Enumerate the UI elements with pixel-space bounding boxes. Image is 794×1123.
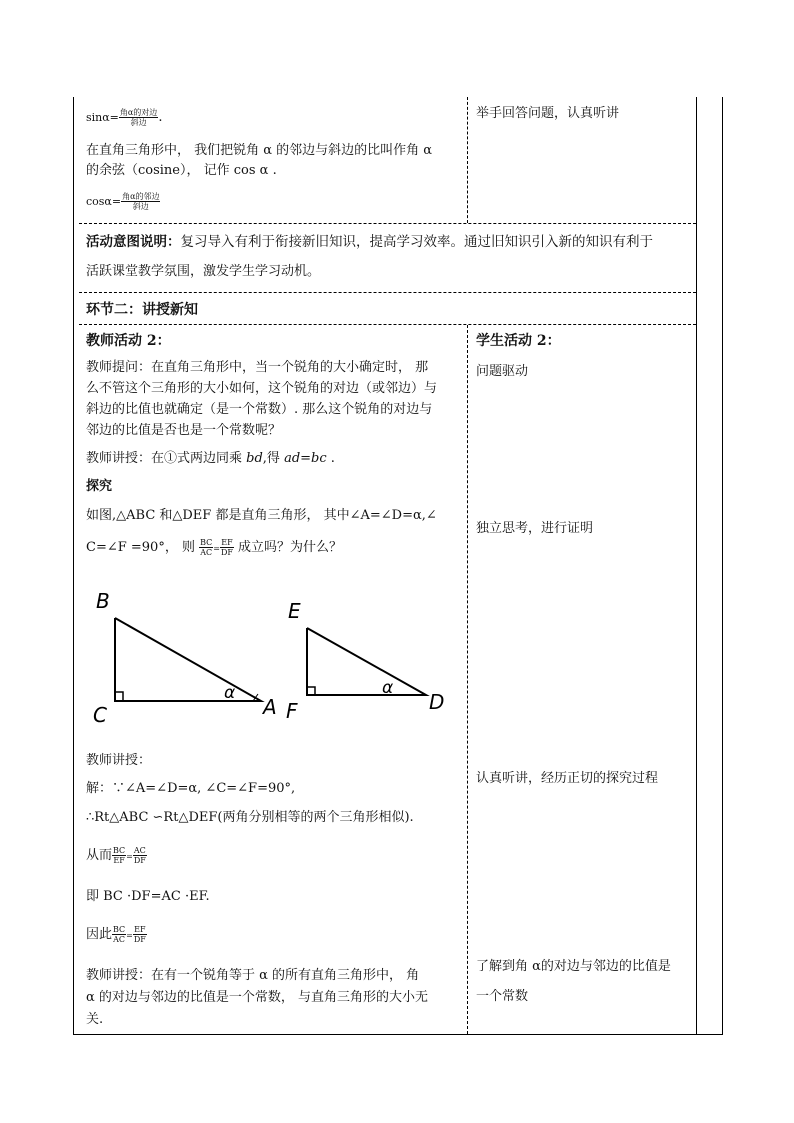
solution-line1: 解：∵∠A=∠D=α, ∠C=∠F=90°, <box>86 781 296 796</box>
explore-fraction-2: $\frac{EF}{DF}$ <box>220 538 233 557</box>
from-fraction-2: $\frac{AC}{DF}$ <box>133 846 146 865</box>
label-d: D <box>429 690 445 714</box>
explore-fraction-1: $\frac{BC}{AC}$ <box>200 538 213 557</box>
student-response-top: 举手回答问题，认真听讲 <box>476 106 620 121</box>
thus-formula: 因此 $\frac{BC}{AC}$ = $\frac{EF}{DF}$ <box>86 925 146 944</box>
that-is-line: 即 BC ·DF=AC ·EF. <box>86 889 210 904</box>
cos-formula <box>86 192 160 212</box>
cos-definition-line1: 在直角三角形中， 我们把锐角 α 的邻边与斜边的比叫作角 α <box>86 143 433 158</box>
explore-label: 探究 <box>86 479 113 494</box>
thus-fraction-2: $\frac{EF}{DF}$ <box>133 925 146 944</box>
cos-definition-line2: 的余弦（cosine）， 记作 cos α . <box>86 163 277 178</box>
label-a: A <box>263 695 277 719</box>
cos-prefix: cosα= <box>86 195 122 208</box>
student-item-2: 独立思考，进行证明 <box>476 521 594 536</box>
teacher-question-line3: 斜边的比值也就确定（是一个常数）. 那么这个锐角的对边与 <box>86 402 433 417</box>
conclusion-line3: 关. <box>86 1012 104 1027</box>
teacher-explain1: 教师讲授：在①式两边同乘 bd,得 ad=bc . <box>86 451 335 466</box>
solution-line2: ∴Rt△ABC ∽Rt△DEF(两角分别相等的两个三角形相似). <box>86 810 414 825</box>
triangle-abc <box>115 618 261 701</box>
label-e: E <box>288 599 301 623</box>
student-item-4-line2: 一个常数 <box>476 989 529 1004</box>
explore-line2: C=∠F =90°， 则 $\frac{BC}{AC}$ = $\frac{EF}{DF}$ 成立吗？为什么？ <box>86 538 343 557</box>
from-fraction-1: $\frac{BC}{EF}$ <box>113 846 126 865</box>
label-alpha-1: α <box>224 683 236 703</box>
teacher-question-line2: 么不管这个三角形的大小如何，这个锐角的对边（或邻边）与 <box>86 381 438 396</box>
label-f: F <box>286 699 298 723</box>
explore-line1: 如图,△ABC 和△DEF 都是直角三角形， 其中∠A=∠D=α,∠ <box>86 508 437 523</box>
cos-fraction: $\frac{\text{角α的邻边}}{\text{斜边}}$ <box>122 192 160 211</box>
intent-label: 活动意图说明： <box>86 234 181 250</box>
triangle-def <box>307 628 426 695</box>
sin-fraction: $\frac{\text{角α的对边}}{\text{斜边}}$ <box>119 108 158 127</box>
conclusion-line1: 教师讲授：在有一个锐角等于 α 的所有直角三角形中， 角 <box>86 968 420 983</box>
sin-prefix: sinα= <box>86 111 119 124</box>
label-c: C <box>93 703 107 725</box>
student-item-3: 认真听讲，经历正切的探究过程 <box>476 771 659 786</box>
sin-formula: sinα= $\frac{\text{角α的对边}}{\text{斜边}}$ . <box>86 108 163 127</box>
section2-title: 环节二：讲授新知 <box>86 302 198 318</box>
teacher-question-line4: 邻边的比值是否也是一个常数呢？ <box>86 423 282 438</box>
intent-line1: 活动意图说明：复习导入有利于衔接新旧知识，提高学习效率。通过旧知识引入新的知识有利于 <box>86 234 653 250</box>
intent-line2: 活跃课堂教学氛围，激发学生学习动机。 <box>86 264 321 279</box>
label-b: B <box>96 589 110 613</box>
conclusion-line2: α 的对边与邻边的比值是一个常数， 与直角三角形的大小无 <box>86 990 429 1005</box>
teacher-question-line1: 教师提问：在直角三角形中，当一个锐角的大小确定时， 那 <box>86 360 429 375</box>
label-alpha-2: α <box>382 678 394 698</box>
thus-fraction-1: $\frac{BC}{AC}$ <box>113 925 126 944</box>
student-heading: 学生活动 2： <box>476 333 561 349</box>
student-item-1: 问题驱动 <box>476 364 529 379</box>
teacher-explain2-label: 教师讲授： <box>86 753 152 768</box>
student-item-4-line1: 了解到角 α的对边与邻边的比值是 <box>476 959 671 974</box>
from-formula: 从而 $\frac{BC}{EF}$ = $\frac{AC}{DF}$ <box>86 846 146 865</box>
triangles-figure <box>86 585 466 725</box>
teacher-heading: 教师活动 2： <box>86 333 171 349</box>
